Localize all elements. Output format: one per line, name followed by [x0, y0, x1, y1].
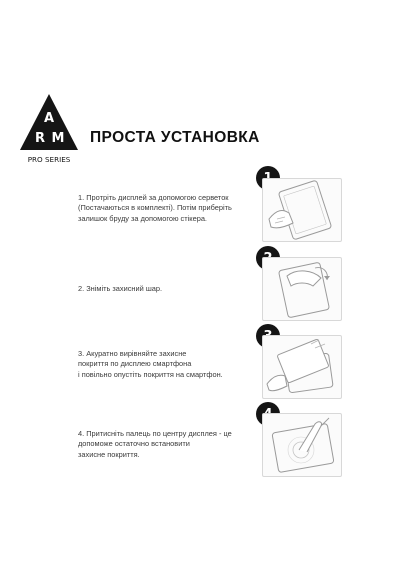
step-1-line-3: залишок бруду за допомогою стікера.: [78, 213, 207, 223]
step-4-line-2: допоможе остаточно встановити: [78, 439, 190, 449]
logo-letter-m: M: [51, 131, 65, 146]
step-1-text: [78, 193, 268, 224]
step-1-line-1: 1. Протріть дисплей за допомогою серветок: [78, 193, 229, 202]
logo-series-text: PRO SERIES: [27, 155, 71, 164]
wipe-screen-illustration: [262, 178, 342, 242]
press-center-illustration: [262, 413, 342, 477]
align-glass-illustration: [262, 335, 342, 399]
step-4-text: [78, 429, 268, 460]
step-3-line-2: покриття по дисплею смартфона: [78, 359, 192, 369]
step-2-text: [78, 284, 268, 294]
arm-logo: [18, 92, 80, 170]
page-title: ПРОСТА УСТАНОВКА: [90, 129, 260, 146]
step-4-line-3: захисне покриття.: [78, 449, 140, 459]
step-4-line-1: 4. Притисніть палець по центру дисплея - це: [78, 429, 232, 438]
peel-film-illustration: [262, 257, 342, 321]
step-2-line-1: 2. Зніміть захисний шар.: [78, 284, 163, 293]
logo-letter-a: A: [43, 111, 55, 126]
step-3-line-3: і повільно опустіть покриття на смартфон.: [78, 369, 223, 379]
step-3-text: [78, 349, 268, 380]
logo-letter-r: R: [34, 131, 46, 146]
step-3-line-1: 3. Акуратно вирівняйте захисне: [78, 349, 187, 358]
step-1-line-2: (Постачаються в комплекті). Потім приберіть: [78, 203, 232, 213]
